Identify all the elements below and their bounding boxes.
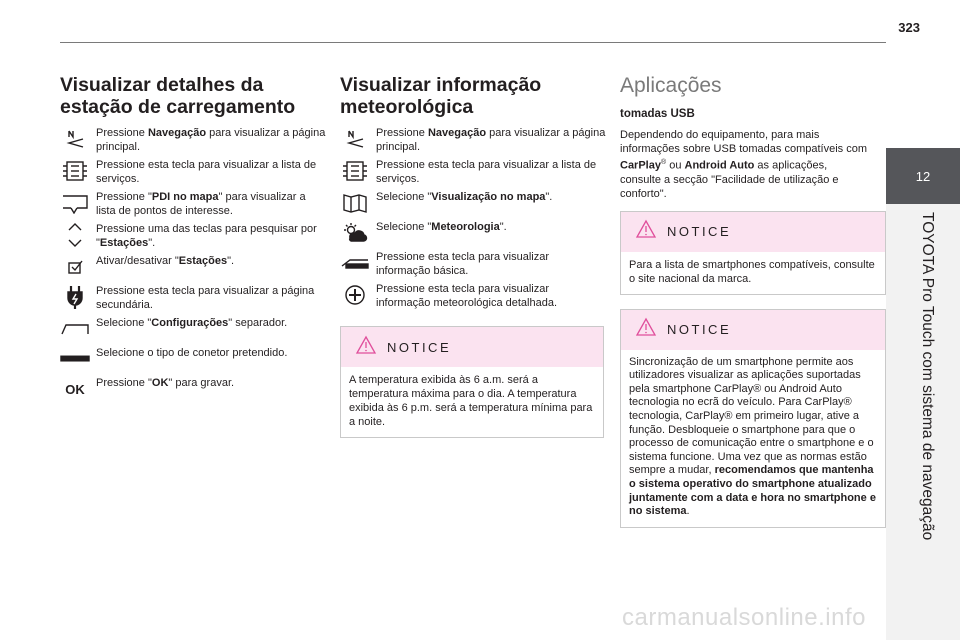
notice-box-smartphones [620, 211, 886, 295]
section-title-weather: Visualizar informação meteorológica [340, 74, 542, 118]
connector-icon [60, 346, 90, 372]
step-row [340, 220, 606, 246]
step-row [60, 376, 326, 402]
subtitle-usb: tomadas USB [620, 108, 695, 120]
step-text: Pressione uma das teclas para pesquisar por "Estações". [96, 223, 317, 249]
services-icon [340, 158, 370, 184]
notice-label: NOTICE [667, 224, 732, 240]
usb-paragraph: Dependendo do equipamento, para mais informações sobre USB tomadas compatíveis com CarPlay® ou Android Auto as aplicações, consulte a secção "Facilidade de utilização e conforto". [620, 129, 867, 200]
column-charging-station [60, 74, 326, 406]
step-text: Pressione esta tecla para visualizar a lista de serviços. [96, 159, 317, 185]
step-text: Pressione "OK" para gravar. [96, 377, 235, 389]
step-row [340, 282, 606, 310]
warning-icon [635, 317, 657, 342]
notice-text: Para a lista de smartphones compatíveis, consulte o site nacional da marca. [629, 258, 875, 285]
step-text: Selecione "Configurações" separador. [96, 317, 288, 329]
ok-glyph: OK [65, 381, 85, 397]
step-text: Selecione "Meteorologia". [376, 221, 507, 233]
navigation-icon [60, 126, 90, 152]
step-text: Pressione Navegação para visualizar a página principal. [96, 127, 326, 153]
step-text: Pressione esta tecla para visualizar a lista de serviços. [376, 159, 597, 185]
checkbox-icon [60, 254, 90, 280]
step-text: Selecione o tipo de conetor pretendido. [96, 347, 288, 359]
section-title-applications: Aplicações [620, 74, 722, 97]
chapter-tab[interactable]: 12 [886, 148, 960, 204]
notice-label: NOTICE [387, 339, 452, 355]
notice-label: NOTICE [667, 322, 732, 338]
charging-steps [60, 126, 326, 402]
warning-icon [635, 219, 657, 244]
warning-icon [355, 335, 377, 360]
poi-map-icon [60, 190, 90, 216]
arrows-updown-icon [60, 222, 90, 248]
page-number: 323 [898, 20, 920, 35]
notice-text: Sincronização de um smartphone permite aos utilizadores visualizar as aplicações suportadas pela smartphone CarPlay® ou Android Auto tecnologia no ecrã do veículo. Para CarPlay® tecnologia, CarPlay® em primeiro lugar, ative a função. Desbloqueie o smartphone para que o processo de comunicação entre o smartphone e o sistema funcione. Uma vez que as normas estão sempre a mudar, recomendamos que mantenha o sistema operativo do smartphone atualizado juntamente com a data e hora no smartphone e no sistema. [629, 355, 876, 518]
column-weather [340, 74, 606, 438]
weather-steps [340, 126, 606, 310]
step-row [60, 346, 326, 372]
plus-circle-icon [340, 282, 370, 308]
step-text: Pressione "PDI no mapa" para visualizar a lista de pontos de interesse. [96, 191, 306, 217]
map-icon [340, 190, 370, 216]
section-title-charging: Visualizar detalhes da estação de carregamento [60, 74, 296, 118]
step-row [60, 222, 326, 250]
services-icon [60, 158, 90, 184]
step-text: Ativar/desativar "Estações". [96, 255, 235, 267]
plug-icon [60, 284, 90, 310]
step-row [60, 158, 326, 186]
settings-tab-icon [60, 316, 90, 342]
notice-box-sync [620, 309, 886, 528]
step-row [340, 126, 606, 154]
step-text: Pressione esta tecla para visualizar informação básica. [376, 251, 550, 277]
basic-info-icon [340, 250, 370, 276]
step-row [60, 254, 326, 280]
notice-box-weather [340, 326, 604, 438]
notice-text: A temperatura exibida às 6 a.m. será a temperatura máxima para o dia. A temperatura exibida às 6 p.m. será a temperatura mínima para a noite. [349, 374, 593, 428]
column-applications [620, 74, 886, 528]
step-row [60, 284, 326, 312]
ok-icon [60, 376, 90, 402]
header-rule [60, 42, 886, 43]
step-text: Pressione Navegação para visualizar a página principal. [376, 127, 606, 153]
step-row [340, 158, 606, 186]
step-row [340, 250, 606, 278]
step-row [340, 190, 606, 216]
watermark: carmanualsonline.info [622, 604, 866, 631]
weather-icon [340, 220, 370, 246]
navigation-icon [340, 126, 370, 152]
step-text: Pressione esta tecla para visualizar a página secundária. [96, 285, 315, 311]
step-row [60, 316, 326, 342]
step-text: Selecione "Visualização no mapa". [376, 191, 553, 203]
step-text: Pressione esta tecla para visualizar informação meteorológica detalhada. [376, 283, 558, 309]
step-row [60, 126, 326, 154]
step-row [60, 190, 326, 218]
chapter-title: TOYOTA Pro Touch com sistema de navegação [919, 212, 936, 541]
